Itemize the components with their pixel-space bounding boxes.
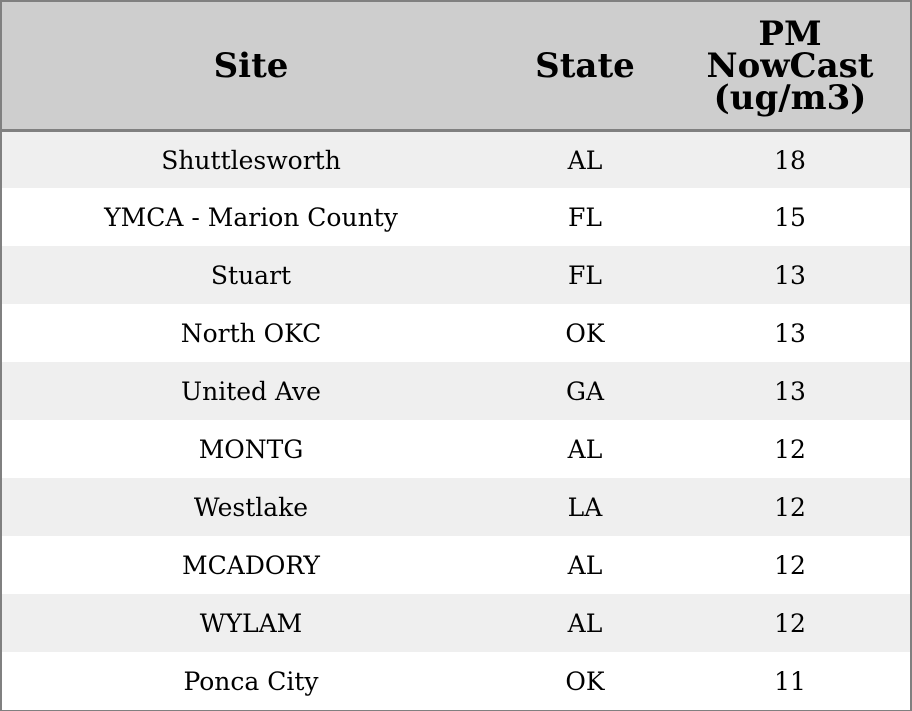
- state-cell: AL: [567, 550, 603, 580]
- table-row: [2, 478, 910, 536]
- site-cell: Westlake: [193, 492, 309, 522]
- site-cell: MCADORY: [182, 550, 320, 580]
- table-row: [2, 132, 910, 188]
- pm-nowcast-cell: 12: [774, 492, 806, 522]
- pm-nowcast-cell: 11: [774, 666, 806, 696]
- site-cell: MONTG: [198, 434, 304, 464]
- state-cell: OK: [565, 666, 605, 696]
- pm-nowcast-cell: 12: [774, 434, 806, 464]
- pm-nowcast-cell: 15: [774, 202, 806, 232]
- pm-nowcast-cell: 13: [774, 376, 806, 406]
- state-cell: FL: [568, 260, 602, 290]
- table-row: [2, 594, 910, 652]
- pm-nowcast-cell: 12: [774, 550, 806, 580]
- state-cell: FL: [568, 202, 602, 232]
- table-body: [2, 132, 910, 710]
- site-cell: North OKC: [180, 318, 322, 348]
- state-cell: OK: [565, 318, 605, 348]
- column-header-site: Site: [213, 45, 289, 86]
- table-row: [2, 362, 910, 420]
- site-cell: Shuttlesworth: [161, 145, 341, 175]
- state-cell: AL: [567, 608, 603, 638]
- table-row: [2, 246, 910, 304]
- site-cell: Stuart: [210, 260, 292, 290]
- column-header-pm-nowcast: PM NowCast (ug/m3): [706, 13, 874, 118]
- table-row: [2, 536, 910, 594]
- table-header: [2, 2, 910, 132]
- column-header-state: State: [535, 45, 635, 86]
- state-cell: LA: [567, 492, 603, 522]
- pm-nowcast-cell: 18: [774, 145, 806, 175]
- state-cell: AL: [567, 145, 603, 175]
- pm-nowcast-cell: 13: [774, 260, 806, 290]
- state-cell: AL: [567, 434, 603, 464]
- pm-nowcast-cell: 12: [774, 608, 806, 638]
- table-row: [2, 304, 910, 362]
- table-row: [2, 188, 910, 246]
- table-row: [2, 652, 910, 710]
- site-cell: YMCA - Marion County: [104, 202, 398, 232]
- site-cell: Ponca City: [183, 666, 319, 696]
- site-cell: WYLAM: [199, 608, 303, 638]
- pm-nowcast-cell: 13: [774, 318, 806, 348]
- table-row: [2, 420, 910, 478]
- site-cell: United Ave: [181, 376, 321, 406]
- state-cell: GA: [565, 376, 605, 406]
